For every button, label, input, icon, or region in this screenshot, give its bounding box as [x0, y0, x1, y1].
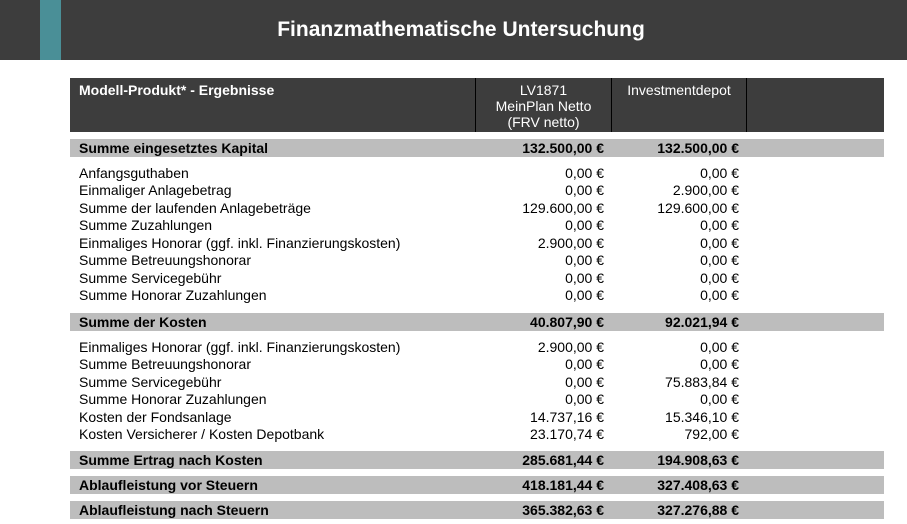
- row-label: Summe Servicegebühr: [79, 269, 222, 286]
- sum-label: Ablaufleistung nach Steuern: [79, 502, 269, 518]
- table-row: [70, 356, 884, 374]
- row-label: Einmaliger Anlagebetrag: [79, 182, 232, 198]
- row-value-depot: 0,00 €: [700, 356, 739, 372]
- row-label: Summe Betreuungshonorar: [79, 252, 251, 268]
- row-value-lv1871: 2.900,00 €: [537, 338, 604, 355]
- sum-label: Summe der Kosten: [79, 314, 207, 330]
- header-empty-column: [747, 78, 884, 132]
- row-label: Summe Servicegebühr: [79, 373, 222, 390]
- sum-value-depot: 327.408,63 €: [657, 477, 739, 493]
- row-label: Kosten Versicherer / Kosten Depotbank: [79, 426, 325, 442]
- row-value-depot: 792,00 €: [684, 426, 739, 442]
- row-label: Einmaliges Honorar (ggf. inkl. Finanzierungskosten): [79, 338, 401, 355]
- header-lv1871-line: MeinPlan Netto: [495, 98, 592, 114]
- header-lv1871-column: [475, 78, 611, 132]
- row-label: Summe Honorar Zuzahlungen: [79, 391, 267, 407]
- table-row: [70, 270, 884, 288]
- row-value-depot: 0,00 €: [700, 234, 739, 251]
- table-row: [70, 165, 884, 183]
- table-row: [70, 235, 884, 253]
- sum-row-ablauf-nach-steuern: [70, 501, 884, 519]
- table-row: [70, 374, 884, 392]
- table-row: [70, 339, 884, 357]
- page-title: Finanzmathematische Untersuchung: [277, 18, 645, 41]
- row-value-lv1871: 0,00 €: [565, 164, 604, 181]
- row-value-lv1871: 129.600,00 €: [522, 199, 604, 216]
- row-label: Einmaliges Honorar (ggf. inkl. Finanzierungskosten): [79, 234, 401, 251]
- row-value-lv1871: 0,00 €: [565, 356, 604, 372]
- sum-label: Ablaufleistung vor Steuern: [79, 477, 258, 493]
- sum-label: Summe eingesetztes Kapital: [79, 140, 269, 156]
- row-value-depot: 75.883,84 €: [665, 373, 739, 390]
- header-lv1871-line: (FRV netto): [507, 114, 580, 130]
- row-value-lv1871: 0,00 €: [565, 269, 604, 286]
- table-row: [70, 409, 884, 427]
- row-value-lv1871: 14.737,16 €: [530, 408, 604, 425]
- row-value-lv1871: 2.900,00 €: [537, 234, 604, 251]
- table-row: [70, 217, 884, 235]
- sum-value-depot: 327.276,88 €: [657, 502, 739, 518]
- table-row: [70, 182, 884, 200]
- sum-value-lv1871: 40.807,90 €: [530, 314, 604, 330]
- header-label-column: Modell-Produkt* - Ergebnisse: [79, 82, 275, 98]
- sum-value-lv1871: 132.500,00 €: [522, 140, 604, 156]
- row-value-lv1871: 0,00 €: [565, 287, 604, 303]
- row-label: Summe Betreuungshonorar: [79, 356, 251, 372]
- table-row: [70, 426, 884, 444]
- table-header: [70, 78, 884, 132]
- sum-label: Summe Ertrag nach Kosten: [79, 452, 263, 468]
- row-label: Summe der laufenden Anlagebeträge: [79, 199, 311, 216]
- table-row: [70, 287, 884, 305]
- sum-value-lv1871: 365.382,63 €: [522, 502, 604, 518]
- sum-row-ertrag: [70, 451, 884, 469]
- row-value-depot: 0,00 €: [700, 338, 739, 355]
- row-value-lv1871: 0,00 €: [565, 391, 604, 407]
- row-label: Summe Honorar Zuzahlungen: [79, 287, 267, 303]
- row-value-lv1871: 0,00 €: [565, 373, 604, 390]
- sum-value-depot: 92.021,94 €: [665, 314, 739, 330]
- row-value-depot: 129.600,00 €: [657, 199, 739, 216]
- table-row: [70, 391, 884, 409]
- row-value-depot: 0,00 €: [700, 269, 739, 286]
- row-label: Anfangsguthaben: [79, 164, 189, 181]
- header-investmentdepot-column: Investmentdepot: [611, 78, 747, 132]
- table-row: [70, 252, 884, 270]
- row-value-depot: 2.900,00 €: [672, 182, 739, 198]
- row-value-depot: 0,00 €: [700, 391, 739, 407]
- row-value-lv1871: 0,00 €: [565, 217, 604, 233]
- row-value-depot: 15.346,10 €: [665, 408, 739, 425]
- sum-row-kosten: [70, 313, 884, 331]
- row-value-depot: 0,00 €: [700, 164, 739, 181]
- table-row: [70, 200, 884, 218]
- row-value-depot: 0,00 €: [700, 252, 739, 268]
- row-value-lv1871: 23.170,74 €: [530, 426, 604, 442]
- sum-value-lv1871: 285.681,44 €: [522, 452, 604, 468]
- sum-value-depot: 194.908,63 €: [657, 452, 739, 468]
- row-label: Kosten der Fondsanlage: [79, 408, 232, 425]
- header-lv1871-line: LV1871: [519, 82, 568, 98]
- sum-row-kapital: [70, 139, 884, 157]
- row-value-lv1871: 0,00 €: [565, 182, 604, 198]
- sum-value-depot: 132.500,00 €: [657, 140, 739, 156]
- row-value-depot: 0,00 €: [700, 287, 739, 303]
- row-label: Summe Zuzahlungen: [79, 217, 213, 233]
- sum-value-lv1871: 418.181,44 €: [522, 477, 604, 493]
- row-value-depot: 0,00 €: [700, 217, 739, 233]
- row-value-lv1871: 0,00 €: [565, 252, 604, 268]
- sum-row-ablauf-vor-steuern: [70, 476, 884, 494]
